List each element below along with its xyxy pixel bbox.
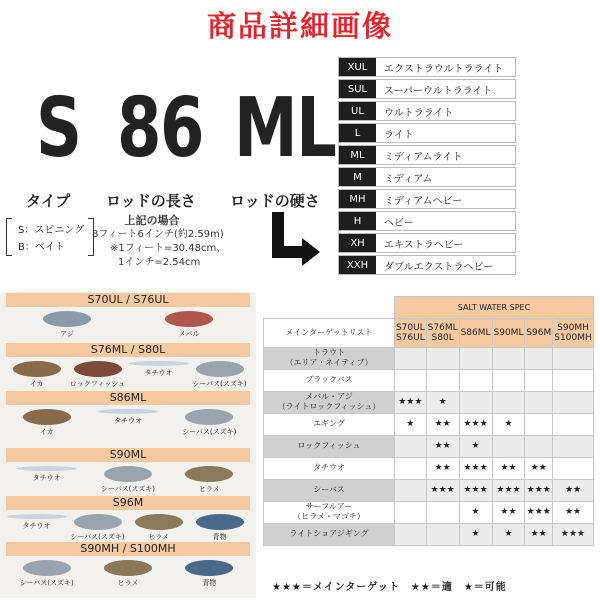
rating-cell	[525, 347, 553, 369]
hardness-row	[338, 233, 516, 253]
fish-item	[169, 409, 250, 437]
rating-cell	[525, 369, 553, 391]
rating-cell: ★★	[426, 413, 459, 435]
hardness-row	[338, 123, 516, 143]
fish-label: 青物	[202, 579, 217, 587]
rating-cell: ★★	[492, 501, 525, 523]
rating-cell	[395, 347, 427, 369]
salt-water-label: SALT WATER SPEC	[395, 297, 594, 319]
model-name: S100MH	[554, 332, 592, 343]
fish-item	[6, 311, 128, 339]
rating-cell: ★	[459, 435, 492, 457]
rating-cell: ★	[459, 523, 492, 545]
rating-cell	[459, 391, 492, 413]
rating-cell: ★★	[426, 435, 459, 457]
fish-label: ヒラメ	[198, 485, 220, 493]
rating-cell: ★★★	[525, 479, 553, 501]
target-label	[264, 501, 395, 523]
hardness-name: ミディアム	[384, 173, 433, 185]
rating-cell	[459, 347, 492, 369]
hardness-name: エクストラウルトラライト	[384, 63, 504, 75]
rating-cell	[553, 413, 594, 435]
target-label	[264, 457, 395, 479]
rating-cell: ★★	[553, 501, 594, 523]
fish-item	[87, 560, 168, 588]
type-caption: タイプ	[26, 192, 71, 210]
model-header	[426, 318, 459, 347]
fish-section-title: S90MH / S100MH	[6, 542, 250, 556]
hardness-name: ダブルエクストラヘビー	[384, 261, 494, 273]
fish-item	[6, 514, 67, 531]
target-label	[264, 523, 395, 545]
target-label-line: メバル・アジ	[305, 392, 353, 401]
hardness-name: ヘビー	[384, 217, 414, 229]
rating-cell: ★★★	[395, 391, 427, 413]
fish-label: シーバス(スズキ)	[70, 533, 125, 541]
fish-icon	[104, 560, 152, 576]
hardness-code: XUL	[339, 58, 376, 76]
model-name: S96M	[526, 327, 552, 338]
target-label-line: ライトショアジギング	[289, 529, 369, 538]
conversion-note: ※1フィート=30.48cm、	[110, 243, 227, 254]
fish-item	[6, 560, 87, 588]
target-label	[264, 391, 395, 413]
fish-section-title: S76ML / S80L	[6, 343, 250, 357]
hardness-name: スーパーウルトラライト	[384, 85, 493, 97]
model-name: S76UL	[395, 332, 425, 343]
fish-item	[128, 514, 189, 542]
conversion-note: 1インチ=2.54cm	[118, 257, 201, 268]
rating-cell: ★★	[492, 457, 525, 479]
hardness-name: ミディアムヘビー	[384, 195, 463, 207]
rating-cell: ★	[492, 523, 525, 545]
model-header-row	[264, 318, 594, 347]
target-label	[264, 369, 395, 391]
fish-icon	[165, 311, 213, 327]
fish-item	[6, 409, 87, 437]
model-name: S90MH	[557, 322, 589, 333]
fish-section-title: S70UL / S76UL	[6, 293, 250, 307]
hardness-code: MH	[339, 190, 376, 208]
spec-row	[264, 457, 594, 479]
fish-icon	[129, 361, 189, 366]
rating-cell: ★★★	[459, 457, 492, 479]
target-label-line: （ヒラメ・マゴチ）	[293, 512, 365, 521]
fish-item	[67, 361, 128, 389]
length-conversion	[92, 214, 252, 270]
target-label-line: エギング	[313, 419, 345, 428]
hardness-code: SUL	[339, 80, 376, 98]
fish-label: ヒラメ	[117, 579, 139, 587]
fish-icon	[23, 409, 71, 425]
fish-item	[67, 514, 128, 542]
hardness-row	[338, 167, 516, 187]
target-label	[264, 435, 395, 457]
hardness-row	[338, 79, 516, 99]
target-label-line: タチウオ	[313, 463, 345, 472]
fish-label: タチウオ	[144, 369, 173, 377]
rating-cell	[525, 391, 553, 413]
target-fish-panel	[0, 292, 256, 598]
fish-icon	[74, 361, 122, 377]
rating-cell	[492, 391, 525, 413]
fish-item	[128, 361, 189, 378]
target-label-line: ロックフィッシュ	[297, 441, 361, 450]
conversion-heading: 上記の場合	[124, 214, 180, 227]
model-name: S76ML	[427, 322, 458, 333]
spinning-legend: S：スピニング	[18, 225, 85, 236]
fish-icon	[17, 466, 77, 471]
hardness-row	[338, 255, 516, 275]
fish-icon	[185, 560, 233, 576]
target-label	[264, 479, 395, 501]
length-number: 86	[117, 81, 203, 176]
rating-cell: ★★★	[492, 479, 525, 501]
target-label	[264, 347, 395, 369]
rating-cell	[426, 369, 459, 391]
rating-cell: ★★★	[459, 413, 492, 435]
model-header	[492, 318, 525, 347]
fish-label: ヒラメ	[148, 533, 169, 541]
rating-cell	[553, 391, 594, 413]
hardness-code: M	[339, 168, 376, 186]
rating-cell	[553, 457, 594, 479]
rating-cell	[492, 435, 525, 457]
spec-row	[264, 523, 594, 545]
fish-label: 青物	[212, 533, 227, 541]
hardness-row	[338, 145, 516, 165]
rating-cell: ★★★	[459, 479, 492, 501]
fish-label: メバル	[178, 330, 200, 338]
spec-row	[264, 501, 594, 523]
fish-icon	[98, 409, 158, 414]
model-name: S80L	[431, 332, 454, 343]
empty-cell	[264, 297, 395, 319]
rating-cell	[492, 369, 525, 391]
fish-icon	[185, 466, 233, 482]
fish-icon	[185, 409, 233, 425]
fish-icon	[43, 311, 91, 327]
salt-row	[264, 297, 594, 319]
rating-cell: ★	[492, 413, 525, 435]
spec-row	[264, 369, 594, 391]
fish-icon	[135, 514, 183, 530]
fish-item	[6, 466, 87, 483]
model-name: S86ML	[460, 327, 491, 338]
spec-row	[264, 413, 594, 435]
fish-icon	[13, 361, 61, 377]
hardness-row	[338, 211, 516, 231]
model-name: S70UL	[395, 322, 425, 333]
salt-water-spec-table	[263, 296, 594, 546]
fish-icon	[23, 560, 71, 576]
rating-cell: ★★	[525, 457, 553, 479]
fish-label: シーバス(スズキ)	[182, 428, 237, 436]
length-caption: ロッドの長さ	[106, 192, 196, 210]
rating-cell	[395, 479, 427, 501]
hardness-code: L	[339, 124, 376, 142]
fish-label: ロックフィッシュ	[69, 380, 126, 388]
rating-cell: ★★★	[525, 501, 553, 523]
fish-item	[189, 361, 250, 389]
model-header	[395, 318, 427, 347]
fish-icon	[74, 514, 122, 530]
hardness-code: ML	[339, 146, 376, 164]
fish-section-title: S90ML	[6, 448, 250, 462]
fish-item	[87, 409, 168, 426]
fish-item	[189, 514, 250, 542]
arrow-right-icon	[266, 210, 326, 270]
hardness-code: UL	[339, 102, 376, 120]
hardness-name: ミディアムライト	[384, 151, 463, 163]
rating-cell	[525, 435, 553, 457]
rating-cell	[395, 369, 427, 391]
spec-row	[264, 391, 594, 413]
conversion-line: 8フィート6インチ(約2.59m)	[92, 229, 224, 240]
rating-cell	[459, 369, 492, 391]
fish-label: シーバス(スズキ)	[19, 579, 74, 587]
rating-cell	[553, 347, 594, 369]
spec-row	[264, 435, 594, 457]
rating-cell: ★★★	[426, 479, 459, 501]
hardness-letters: ML	[234, 81, 336, 176]
rating-cell	[553, 369, 594, 391]
fish-section-title: S96M	[6, 496, 250, 510]
model-header	[459, 318, 492, 347]
model-name: S90ML	[493, 327, 524, 338]
hardness-row	[338, 101, 516, 121]
hardness-name: ウルトラライト	[384, 107, 454, 119]
type-legend	[6, 218, 94, 256]
model-header	[525, 318, 553, 347]
target-label-line: トラウト	[313, 348, 345, 357]
fish-label: シーバス(スズキ)	[192, 380, 247, 388]
hardness-name: ライト	[384, 129, 414, 141]
fish-icon	[104, 466, 152, 482]
rating-cell: ★	[395, 413, 427, 435]
rating-cell: ★★	[553, 479, 594, 501]
fish-label: タチウオ	[22, 522, 51, 530]
rating-cell: ★	[426, 391, 459, 413]
model-header	[553, 318, 594, 347]
rating-cell	[492, 347, 525, 369]
rating-cell	[395, 501, 427, 523]
fish-icon	[7, 514, 67, 519]
rating-cell	[426, 347, 459, 369]
rating-cell: ★★★	[553, 523, 594, 545]
target-label-line: シーバス	[313, 485, 345, 494]
fish-item	[87, 466, 168, 494]
fish-item	[128, 311, 250, 339]
fish-item	[6, 361, 67, 389]
target-label-line: （ライトロックフィッシュ）	[277, 402, 381, 411]
hardness-code: XXH	[339, 256, 376, 274]
rating-legend: ★★★＝メインターゲット ★★＝適 ★＝可能	[272, 582, 507, 593]
spec-row	[264, 347, 594, 369]
rating-cell	[426, 523, 459, 545]
target-label-line: ブラックバス	[305, 375, 353, 384]
fish-label: イカ	[29, 380, 44, 388]
spec-row	[264, 479, 594, 501]
fish-icon	[196, 361, 244, 377]
rating-cell	[553, 435, 594, 457]
rating-cell	[395, 457, 427, 479]
type-letter: S	[36, 81, 81, 176]
rating-cell: ★	[459, 501, 492, 523]
fish-icon	[196, 514, 244, 530]
rating-cell: ★★	[525, 523, 553, 545]
target-label-line: サーフルアー	[305, 502, 353, 511]
fish-section-title: S86ML	[6, 391, 250, 405]
hardness-name: エキストラヘビー	[384, 239, 464, 251]
rating-cell	[395, 523, 427, 545]
rating-cell	[525, 413, 553, 435]
target-label	[264, 413, 395, 435]
page-title: 商品詳細画像	[206, 9, 393, 43]
fish-label: イカ	[39, 428, 54, 436]
rating-cell	[395, 435, 427, 457]
hardness-caption: ロッドの硬さ	[230, 192, 320, 210]
fish-item	[169, 466, 250, 494]
rating-cell: ★★	[426, 457, 459, 479]
hardness-row	[338, 57, 516, 77]
hardness-code: H	[339, 212, 376, 230]
fish-item	[169, 560, 250, 588]
fish-label: タチウオ	[113, 417, 142, 425]
hardness-code: XH	[339, 234, 376, 252]
fish-label: アジ	[60, 330, 74, 338]
rating-cell	[426, 501, 459, 523]
fish-label: タチウオ	[32, 474, 61, 482]
hardness-list	[338, 57, 516, 277]
target-header: メインターゲットリスト	[264, 318, 395, 347]
baitcast-legend: B：ベイト	[18, 242, 65, 253]
hardness-row	[338, 189, 516, 209]
target-label-line: （エリア・ネイティブ）	[285, 358, 373, 367]
fish-label: シーバス(スズキ)	[100, 485, 156, 493]
